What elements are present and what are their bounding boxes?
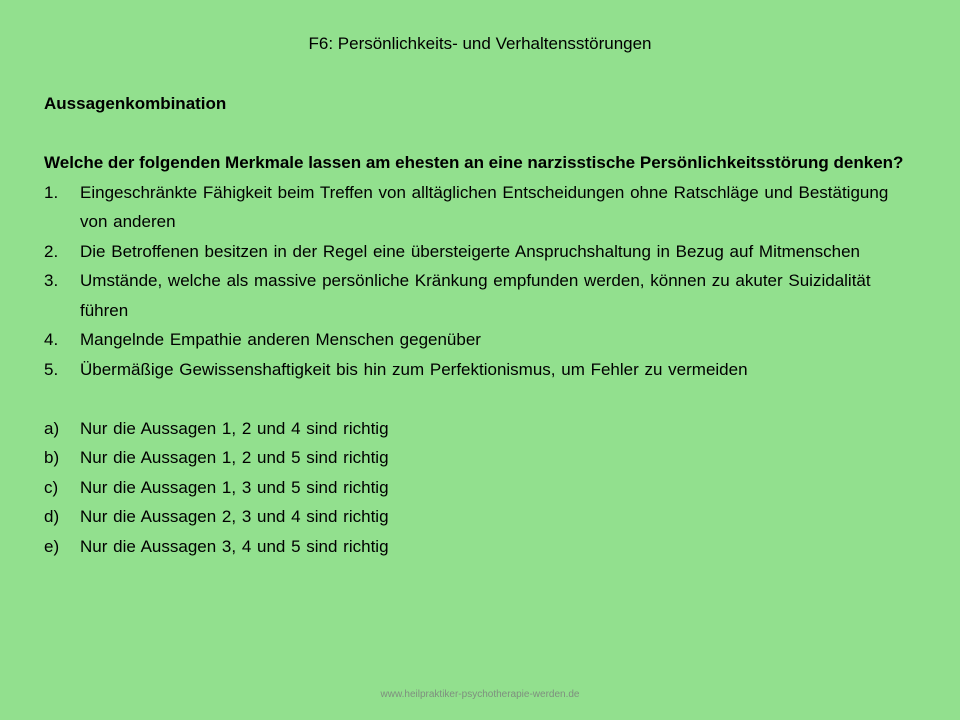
statement-item xyxy=(44,325,904,355)
slide-content xyxy=(44,89,904,561)
answer-text: Nur die Aussagen 1, 3 und 5 sind richtig xyxy=(80,477,389,497)
statement-text: Eingeschränkte Fähigkeit beim Treffen von alltäglichen Entscheidungen ohne Ratschläge und Bestätigung von anderen xyxy=(80,182,889,231)
statement-item xyxy=(44,266,904,325)
footer-url: www.heilpraktiker-psychotherapie-werden.de xyxy=(380,689,580,700)
answer-option xyxy=(44,532,904,562)
statement-number: 3. xyxy=(44,271,59,290)
answer-option xyxy=(44,473,904,503)
statement-item xyxy=(44,355,904,385)
statement-text: Übermäßige Gewissenshaftigkeit bis hin zum Perfektionismus, um Fehler zu vermeiden xyxy=(80,359,748,379)
answer-text: Nur die Aussagen 2, 3 und 4 sind richtig xyxy=(80,507,389,526)
spacer xyxy=(44,384,904,414)
statement-text: Umstände, welche als massive persönliche Kränkung empfunden werden, können zu akuter Suizidalität führen xyxy=(80,271,871,320)
statement-number: 4. xyxy=(44,330,59,349)
answer-option xyxy=(44,414,904,444)
answer-letter: e) xyxy=(44,536,60,556)
statement-number: 1. xyxy=(44,182,59,202)
statement-number: 2. xyxy=(44,241,59,261)
statement-text: Mangelnde Empathie anderen Menschen gegenüber xyxy=(80,330,481,349)
answer-list xyxy=(44,414,904,562)
answer-letter: d) xyxy=(44,507,60,526)
answer-option xyxy=(44,502,904,532)
answer-text: Nur die Aussagen 1, 2 und 4 sind richtig xyxy=(80,418,389,438)
statement-text: Die Betroffenen besitzen in der Regel eine übersteigerte Anspruchshaltung in Bezug auf Mitmenschen xyxy=(80,241,860,261)
answer-letter: b) xyxy=(44,448,60,467)
answer-option xyxy=(44,443,904,473)
statement-list xyxy=(44,178,904,385)
section-heading: Aussagenkombination xyxy=(44,94,227,113)
question-text: Welche der folgenden Merkmale lassen am ehesten an eine narzisstische Persönlichkeitsstörung denken? xyxy=(44,153,904,172)
statement-item xyxy=(44,237,904,267)
spacer xyxy=(44,119,904,149)
statement-item xyxy=(44,178,904,237)
statement-number: 5. xyxy=(44,359,59,379)
answer-letter: a) xyxy=(44,418,60,438)
slide-title: F6: Persönlichkeits- und Verhaltensstörungen xyxy=(308,34,652,53)
answer-text: Nur die Aussagen 3, 4 und 5 sind richtig xyxy=(80,536,389,556)
answer-letter: c) xyxy=(44,477,59,497)
answer-text: Nur die Aussagen 1, 2 und 5 sind richtig xyxy=(80,448,389,467)
